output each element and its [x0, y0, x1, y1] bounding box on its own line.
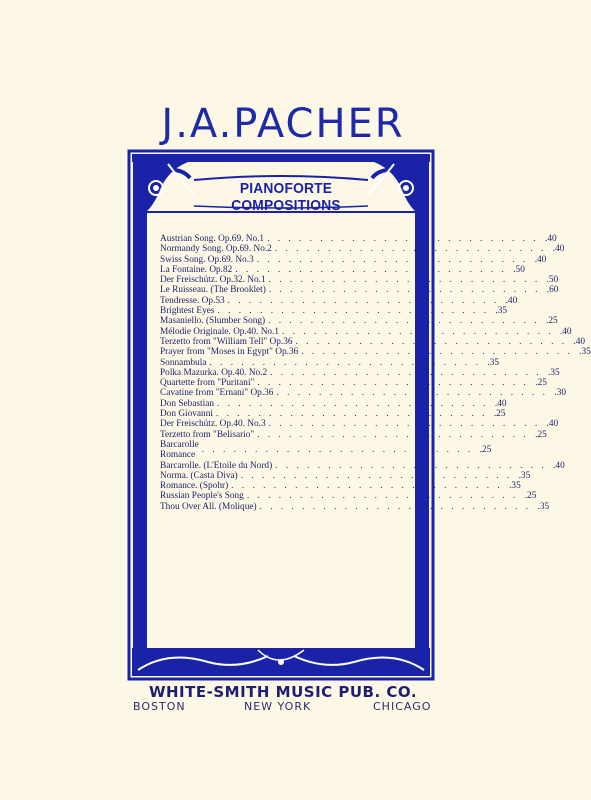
composition-row — [160, 234, 557, 244]
leader-dots: . . . . . . . . . . . . . . . . . . . . . . . . . . — [282, 326, 554, 337]
publisher-name: WHITE-SMITH MUSIC PUB. CO. — [148, 683, 418, 701]
leader-dots: . . . . . . . . . . . . . . . . . . . . . . . . . . — [270, 367, 542, 378]
composition-title: Austrian Song. Op.69. No.1 — [160, 234, 265, 244]
composition-price: .60 — [546, 285, 559, 296]
composition-price: .40 — [534, 254, 547, 265]
composition-price: .25 — [524, 491, 537, 502]
composition-row — [160, 285, 559, 296]
composition-row — [160, 254, 547, 265]
composition-title: Romance. (Spohr) — [160, 481, 229, 492]
composition-price: .35 — [518, 470, 531, 481]
leader-dots: . . . . . . . . . . . . . . . . . . . . . . . . . . — [216, 398, 489, 409]
composer-name: J.A.PACHER — [161, 101, 405, 147]
leader-dots: . . . . . . . . . . . . . . . . . . . . . . . . . . — [267, 234, 539, 244]
leader-dots: . . . . . . . . . . . . . . . . . . . . . . . . . . — [275, 460, 547, 471]
composition-title: Le Ruisseau. (The Brooklet) — [160, 285, 266, 296]
composition-title: Mélodie Originale. Op.40. No.1 — [160, 326, 280, 337]
composition-price: .35 — [487, 357, 500, 368]
composition-title: Normandy Song. Op.69. No.2 — [160, 244, 272, 255]
composition-title: Prayer from "Moses in Egypt" Op.36 — [160, 347, 299, 358]
composition-row — [160, 378, 547, 389]
composition-title: Terzetto from "Belisario" — [160, 429, 255, 440]
composition-price: .35 — [579, 347, 591, 358]
composition-title: Swiss Song. Op.69. No.3 — [160, 254, 254, 265]
composition-price: .40 — [552, 244, 565, 255]
composition-row — [160, 409, 506, 420]
composition-row — [160, 316, 558, 327]
composition-row — [160, 388, 566, 399]
composition-price: .30 — [554, 388, 566, 399]
leader-dots: . . . . . . . . . . . . . . . . . . . . . . . . . . — [215, 409, 488, 420]
composition-price: .35 — [495, 306, 508, 317]
composition-title: Masaniello. (Slumber Song) — [160, 316, 266, 327]
leader-dots: . . . . . . . . . . . . . . . . . . . . . . . . . . — [274, 244, 547, 255]
composition-price: .40 — [553, 460, 565, 471]
composition-price: .25 — [546, 316, 558, 327]
composition-title: Quartette from "Puritani" — [160, 378, 255, 389]
composition-price: .40 — [494, 398, 507, 409]
composition-title: Thou Over All. (Molique) — [160, 501, 257, 512]
composition-price: .40 — [546, 419, 559, 430]
composition-row — [160, 481, 521, 492]
composition-price: .50 — [513, 264, 525, 275]
leader-dots: . . . . . . . . . . . . . . . . . . . . . . . . . . — [231, 481, 503, 492]
leader-dots: . . . . . . . . . . . . . . . . . . . . . . . . . . — [201, 445, 474, 456]
composition-title: Russian People's Song — [160, 491, 244, 502]
composition-price: .35 — [509, 481, 521, 492]
collection-title: PIANOFORTE COMPOSITIONS — [231, 180, 341, 214]
composition-row — [160, 491, 537, 502]
composition-price: .25 — [535, 429, 547, 440]
leader-dots: . . . . . . . . . . . . . . . . . . . . . . . . . . — [301, 347, 573, 358]
composition-row — [160, 470, 531, 481]
composition-row — [160, 347, 591, 358]
composition-price: .35 — [537, 501, 550, 512]
leader-dots: . . . . . . . . . . . . . . . . . . . . . . . . . . — [295, 336, 568, 347]
composition-price: .25 — [535, 378, 547, 389]
leader-dots: . . . . . . . . . . . . . . . . . . . . . . . . . . — [276, 388, 548, 399]
composition-price: .40 — [545, 234, 557, 244]
composition-title: Der Freischütz. Op.40. No.3 — [160, 419, 266, 430]
composition-title: Der Freischütz. Op.32. No.1 — [160, 275, 266, 286]
composition-title: Barcarolle. (L'Etoile du Nord) — [160, 460, 273, 471]
leader-dots: . . . . . . . . . . . . . . . . . . . . . . . . . . — [268, 316, 540, 327]
leader-dots: . . . . . . . . . . . . . . . . . . . . . . . . . . — [246, 491, 519, 502]
composition-title: Polka Mazurka. Op.40. No.2 — [160, 367, 268, 378]
composition-price: .40 — [573, 336, 586, 347]
leader-dots: . . . . . . . . . . . . . . . . . . . . . . . . . . — [217, 306, 490, 317]
composition-title-line: Barcarolle — [160, 439, 199, 450]
composition-title: Norma. (Casta Diva) — [160, 470, 238, 481]
city-new-york: NEW YORK — [244, 700, 312, 713]
composition-title-line: Romance — [160, 450, 196, 461]
leader-dots: . . . . . . . . . . . . . . . . . . . . . . . . . . — [257, 378, 529, 389]
composition-row — [160, 439, 492, 461]
composition-price: .25 — [493, 409, 506, 420]
composition-row — [160, 326, 572, 337]
composition-row — [160, 460, 565, 471]
composition-list — [160, 234, 591, 512]
composition-row — [160, 336, 586, 347]
composition-title: Sonnambula — [160, 357, 207, 368]
composition-row — [160, 306, 508, 317]
ornamental-frame — [128, 150, 591, 680]
composition-title: Terzetto from "William Tell" Op.36 — [160, 336, 293, 347]
composition-row — [160, 295, 518, 306]
composition-title: Don Giovanni — [160, 409, 213, 420]
composition-title: Cavatine from "Ernani" Op.36 — [160, 388, 274, 399]
leader-dots: . . . . . . . . . . . . . . . . . . . . . . . . . . — [209, 357, 482, 368]
leader-dots: . . . . . . . . . . . . . . . . . . . . . . . . . . — [256, 254, 529, 265]
composition-row — [160, 244, 565, 255]
composition-row — [160, 357, 500, 368]
composition-row — [160, 429, 547, 440]
city-chicago: CHICAGO — [373, 700, 432, 713]
composition-title: Tendresse. Op.53 — [160, 295, 225, 306]
composition-row — [160, 419, 559, 430]
leader-dots: . . . . . . . . . . . . . . . . . . . . . . . . . . — [268, 419, 541, 430]
leader-dots: . . . . . . . . . . . . . . . . . . . . . . . . . . — [240, 470, 513, 481]
leader-dots: . . . . . . . . . . . . . . . . . . . . . . . . . . — [235, 264, 507, 275]
composition-title: Don Sebastian — [160, 398, 214, 409]
composition-price: .50 — [546, 275, 559, 286]
composition-price: .25 — [479, 445, 492, 456]
leader-dots: . . . . . . . . . . . . . . . . . . . . . . . . . . — [268, 275, 541, 286]
composition-row — [160, 275, 559, 286]
composition-price: .40 — [559, 326, 572, 337]
composition-title: La Fontaine. Op.82 — [160, 264, 233, 275]
leader-dots: . . . . . . . . . . . . . . . . . . . . . . . . . . — [259, 501, 532, 512]
composition-price: .35 — [548, 367, 560, 378]
composition-title: Brightest Eyes — [160, 306, 215, 317]
city-boston: BOSTON — [133, 700, 186, 713]
publisher-cities — [0, 700, 566, 714]
composition-row — [160, 367, 560, 378]
composition-price: .40 — [505, 295, 518, 306]
composition-row — [160, 501, 550, 512]
leader-dots: . . . . . . . . . . . . . . . . . . . . . . . . . . — [268, 285, 541, 296]
composition-title — [160, 440, 199, 461]
leader-dots: . . . . . . . . . . . . . . . . . . . . . . . . . . — [227, 295, 500, 306]
composition-row — [160, 398, 507, 409]
leader-dots: . . . . . . . . . . . . . . . . . . . . . . . . . . — [257, 429, 529, 440]
composition-row — [160, 264, 525, 275]
